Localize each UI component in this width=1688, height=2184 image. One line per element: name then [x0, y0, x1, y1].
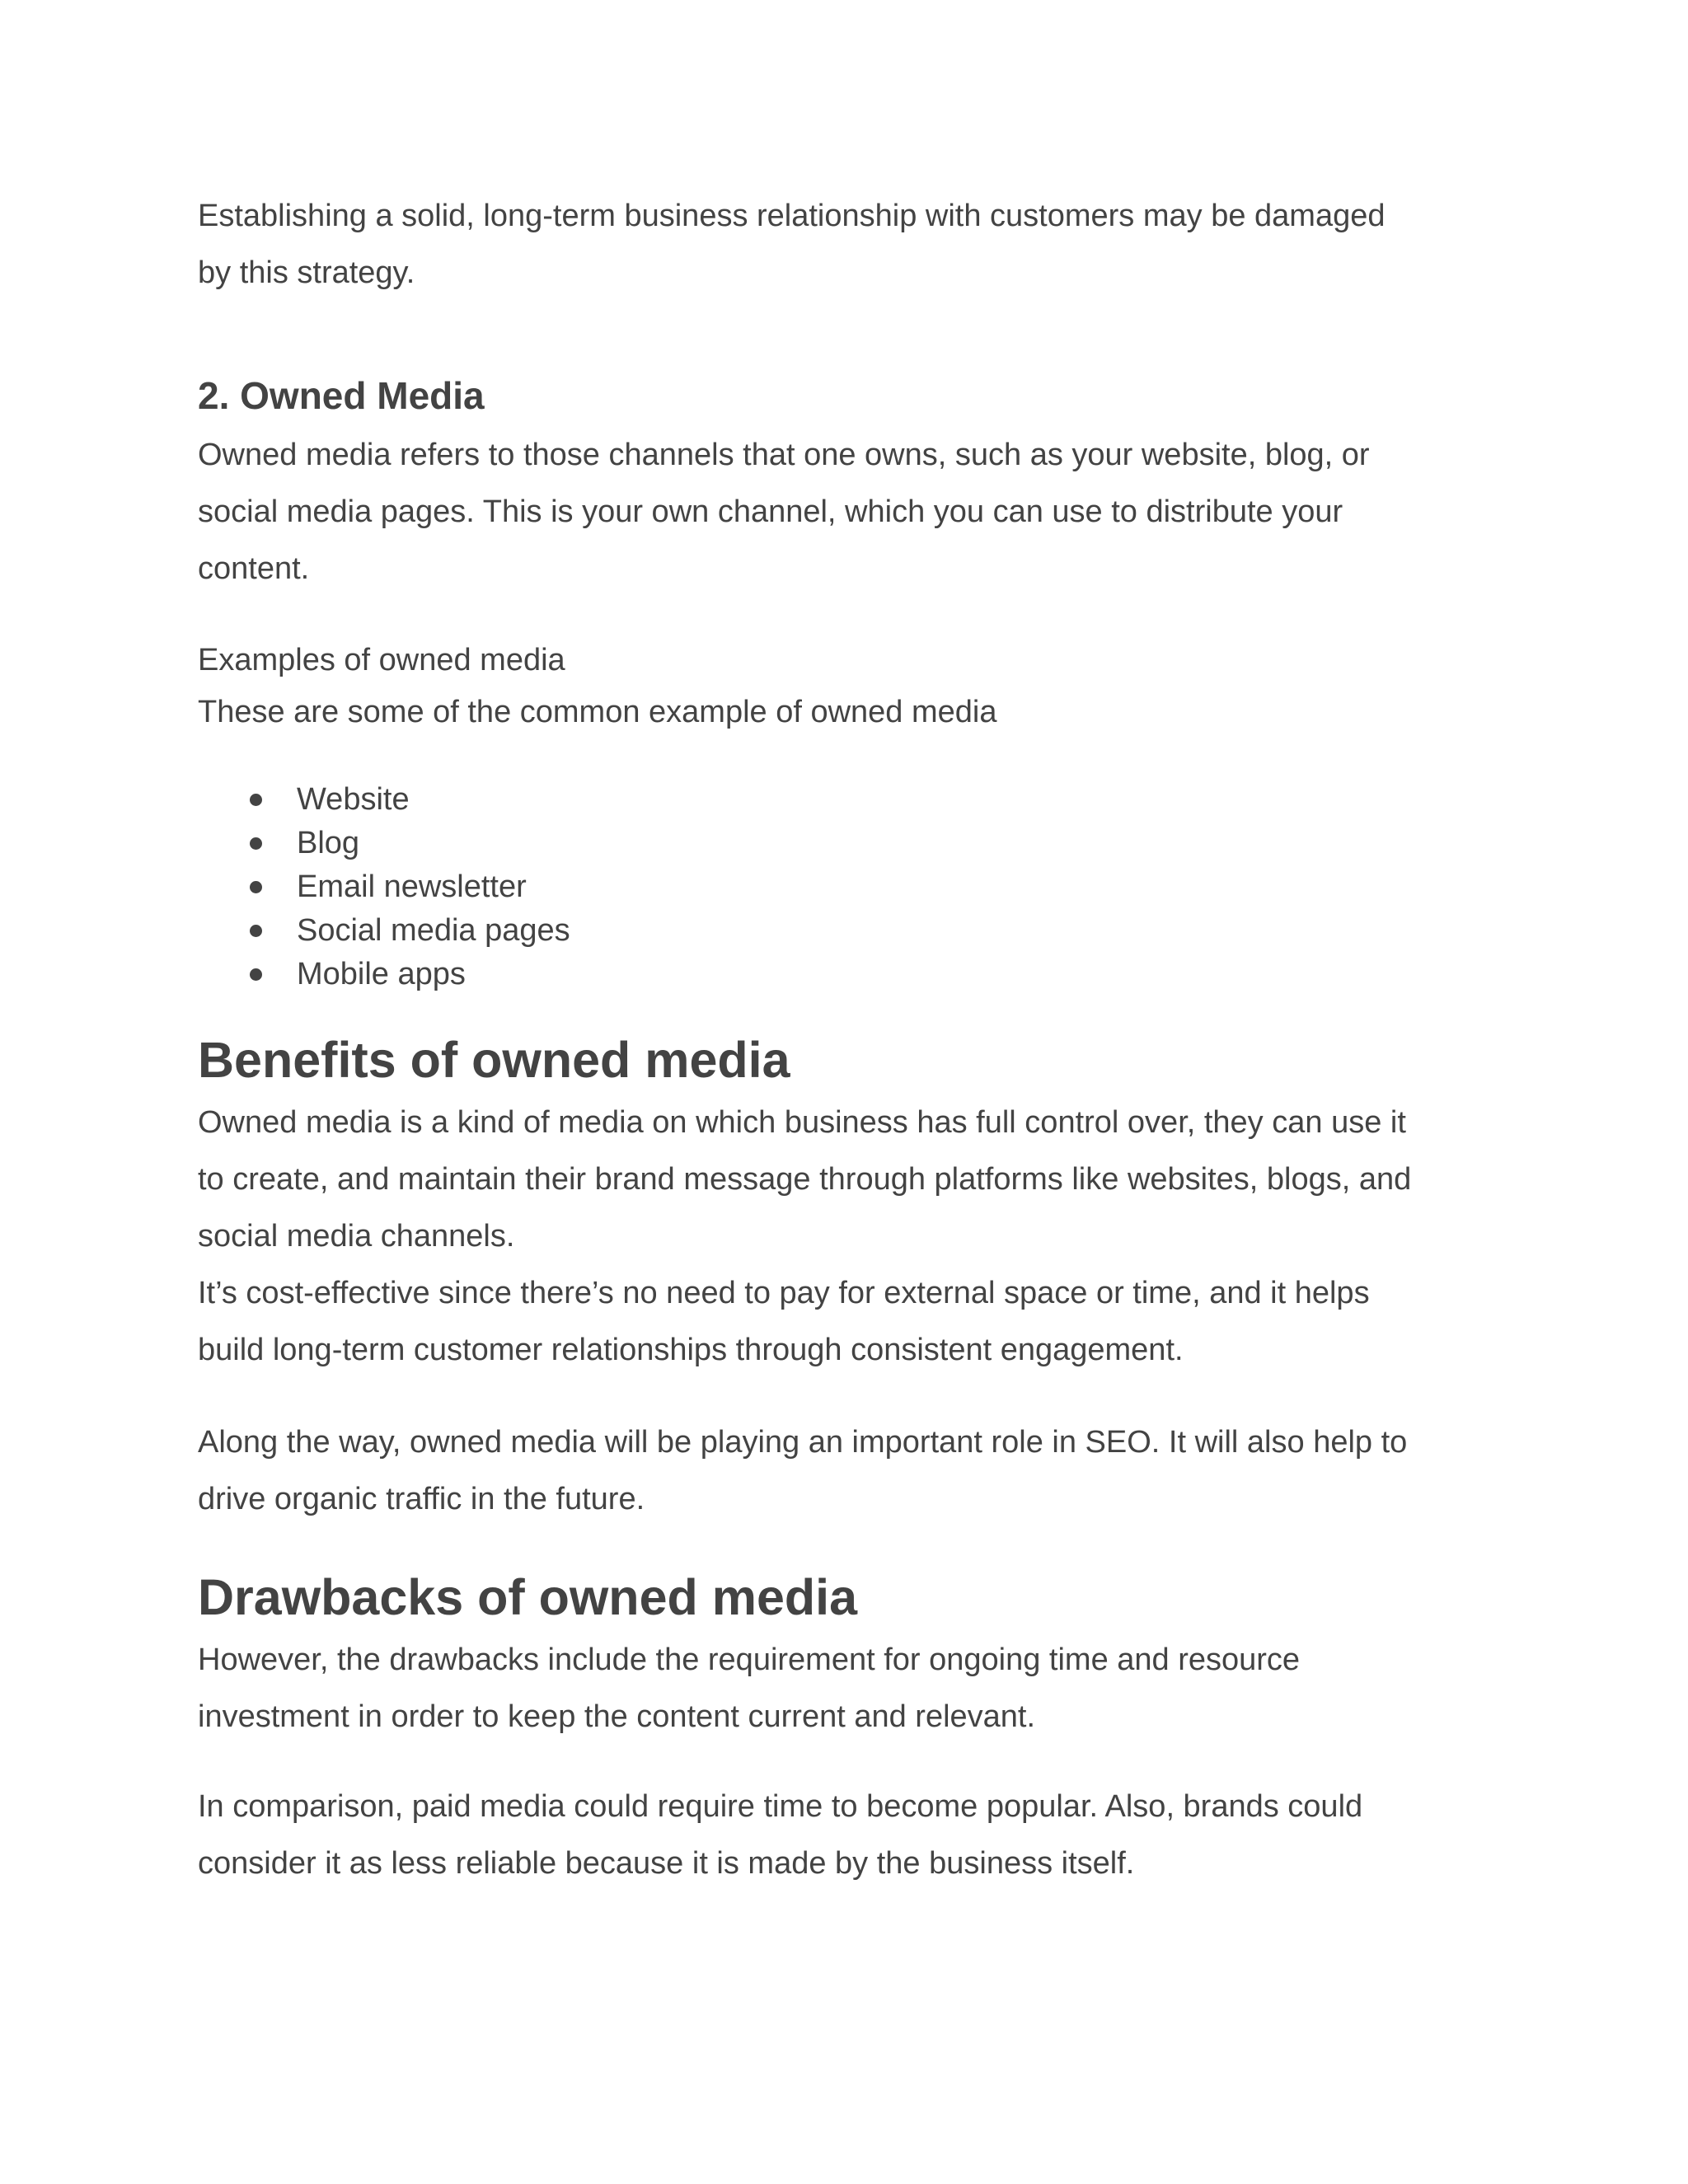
- list-item: [198, 778, 570, 822]
- benefits-paragraph-2: [198, 1414, 1517, 1528]
- owned-media-paragraph: [198, 427, 1517, 598]
- benefits-line-2: to create, and maintain their brand message through platforms like websites, blogs, and: [198, 1162, 1412, 1197]
- examples-list: [198, 778, 570, 996]
- owned-media-line-1: Owned media refers to those channels that one owns, such as your website, blog, or: [198, 438, 1370, 472]
- benefits-line-5: build long-term customer relationships through consistent engagement.: [198, 1333, 1184, 1367]
- list-item: [198, 822, 570, 865]
- list-item: [198, 953, 570, 996]
- list-item: [198, 865, 570, 909]
- intro-paragraph: [198, 188, 1517, 302]
- benefits-line-3: social media channels.: [198, 1219, 515, 1254]
- drawbacks-paragraph-2: [198, 1779, 1517, 1892]
- list-item-label: Social media pages: [297, 913, 570, 948]
- list-item-label: Email newsletter: [297, 869, 527, 904]
- intro-line-1: Establishing a solid, long-term business relationship with customers may be damaged: [198, 199, 1386, 233]
- drawbacks-line-2: investment in order to keep the content current and relevant.: [198, 1699, 1036, 1734]
- examples-block: [198, 635, 997, 738]
- list-item-label: Blog: [297, 826, 360, 860]
- intro-line-2: by this strategy.: [198, 255, 415, 290]
- benefits-paragraph-1: [198, 1094, 1517, 1379]
- list-item: [198, 909, 570, 953]
- bullet-icon: [250, 881, 262, 893]
- owned-media-heading: 2. Owned Media: [198, 374, 485, 417]
- drawbacks-comparison-line-2: consider it as less reliable because it is made by the business itself.: [198, 1846, 1135, 1881]
- drawbacks-paragraph-1: [198, 1632, 1517, 1746]
- owned-media-line-2: social media pages. This is your own channel, which you can use to distribute your: [198, 494, 1343, 529]
- examples-intro: These are some of the common example of owned media: [198, 695, 997, 729]
- bullet-icon: [250, 925, 262, 937]
- benefits-seo-line-2: drive organic traffic in the future.: [198, 1482, 645, 1516]
- drawbacks-comparison-line-1: In comparison, paid media could require time to become popular. Also, brands could: [198, 1789, 1363, 1824]
- benefits-seo-line-1: Along the way, owned media will be playing an important role in SEO. It will also help to: [198, 1425, 1408, 1460]
- list-item-label: Website: [297, 782, 410, 817]
- list-item-label: Mobile apps: [297, 957, 466, 991]
- owned-media-line-3: content.: [198, 551, 310, 586]
- examples-title: Examples of owned media: [198, 643, 565, 677]
- bullet-icon: [250, 794, 262, 806]
- benefits-line-1: Owned media is a kind of media on which business has full control over, they can use it: [198, 1105, 1406, 1140]
- bullet-icon: [250, 968, 262, 981]
- bullet-icon: [250, 837, 262, 850]
- benefits-heading: Benefits of owned media: [198, 1032, 790, 1088]
- drawbacks-heading: Drawbacks of owned media: [198, 1569, 857, 1625]
- benefits-line-4: It’s cost-effective since there’s no need to pay for external space or time, and it helps: [198, 1276, 1370, 1310]
- drawbacks-line-1: However, the drawbacks include the requirement for ongoing time and resource: [198, 1643, 1301, 1677]
